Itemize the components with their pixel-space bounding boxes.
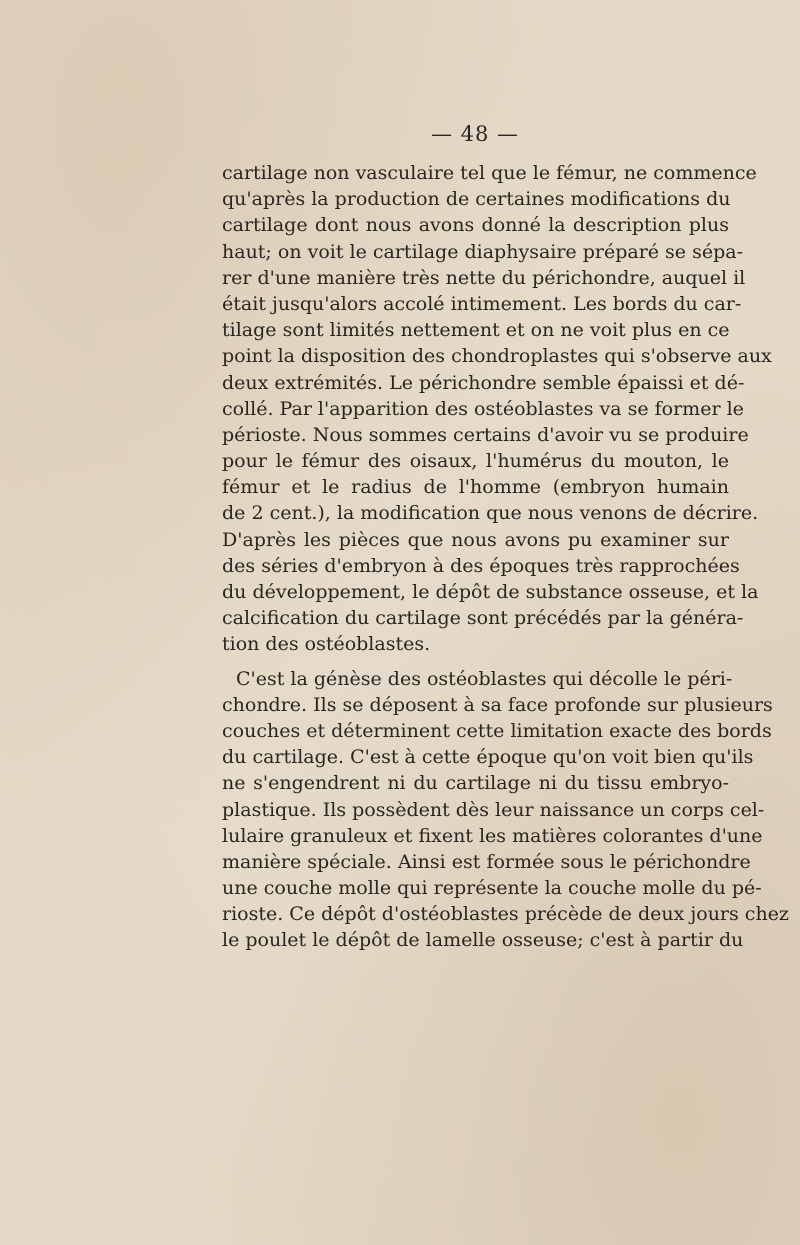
text-line: rer d'une manière très nette du périchondre, auquel il	[222, 266, 746, 289]
text-line: des séries d'embryon à des époques très rapprochées	[222, 554, 740, 577]
text-line: cartilage dont nous avons donné la description plus	[222, 214, 729, 237]
text-line: du développement, le dépôt de substance osseuse, et la	[222, 581, 759, 603]
text-line: fémur et le radius de l'homme (embryon humain	[222, 476, 729, 499]
text-line: lulaire granuleux et fixent les matières colorantes d'une	[222, 824, 763, 847]
text-line: point la disposition des chondroplastes qui s'observe aux	[222, 345, 772, 368]
text-line: qu'après la production de certaines modifications du	[222, 188, 731, 211]
text-line: une couche molle qui représente la couche molle du pé-	[222, 877, 762, 900]
text-line: ne s'engendrent ni du cartilage ni du tissu embryo-	[222, 772, 729, 795]
text-line: chondre. Ils se déposent à sa face profonde sur plusieurs	[222, 693, 773, 716]
text-line: tion des ostéoblastes.	[222, 633, 431, 656]
text-line: le poulet le dépôt de lamelle osseuse; c'est à partir du	[222, 929, 744, 952]
text-line: couches et déterminent cette limitation exacte des bords	[222, 719, 772, 742]
text-line: pour le fémur des oisaux, l'humérus du mouton, le	[222, 450, 729, 473]
page-number: — 48 —	[430, 122, 520, 146]
text-line: haut; on voit le cartilage diaphysaire préparé se sépa-	[222, 240, 743, 263]
text-line: D'après les pièces que nous avons pu examiner sur	[222, 528, 729, 551]
text-line: collé. Par l'apparition des ostéoblastes va se former le	[222, 397, 744, 420]
text-line: deux extrémités. Le périchondre semble épaissi et dé-	[222, 371, 745, 394]
text-line: rioste. Ce dépôt d'ostéoblastes précède de deux jours chez	[222, 903, 789, 926]
text-line: C'est la génèse des ostéoblastes qui décolle le péri-	[236, 667, 733, 690]
text-line: du cartilage. C'est à cette époque qu'on voit bien qu'ils	[222, 746, 754, 769]
text-line: calcification du cartilage sont précédés par la généra-	[222, 607, 744, 630]
text-line: manière spéciale. Ainsi est formée sous le périchondre	[222, 850, 751, 873]
text-line: cartilage non vasculaire tel que le fémur, ne commence	[222, 162, 757, 184]
text-line: tilage sont limités nettement et on ne voit plus en ce	[222, 319, 730, 342]
text-line: de 2 cent.), la modification que nous venons de décrire.	[222, 502, 759, 525]
paragraph-1	[222, 160, 772, 658]
text-line: périoste. Nous sommes certains d'avoir vu se produire	[222, 423, 749, 446]
paragraph-2	[222, 666, 789, 954]
text-line: était jusqu'alors accolé intimement. Les bords du car-	[222, 292, 742, 315]
body-text	[222, 160, 789, 954]
text-line: plastique. Ils possèdent dès leur naissance un corps cel-	[222, 798, 765, 821]
